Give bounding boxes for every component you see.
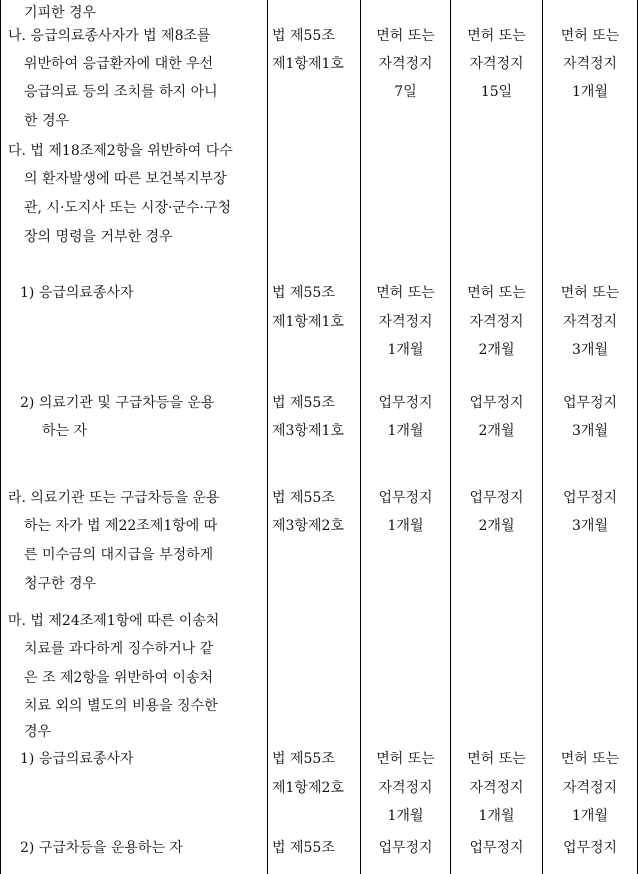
penalty-first: 7일 [394, 84, 417, 100]
law-reference: 법 제55조 [272, 28, 335, 44]
penalty-second: 2개월 [478, 423, 515, 439]
penalty-second: 자격정지 [469, 314, 524, 330]
violation-text: 은 조 제2항을 위반하여 이송처 [24, 670, 213, 686]
penalty-first: 1개월 [387, 342, 424, 358]
law-reference: 법 제55조 [272, 490, 335, 506]
law-reference: 제1항제1호 [272, 56, 344, 72]
penalty-third: 1개월 [572, 808, 608, 824]
penalty-third: 면허 또는 [560, 751, 620, 767]
penalty-second: 업무정지 [469, 840, 524, 856]
penalty-first: 업무정지 [378, 840, 433, 856]
penalty-second: 자격정지 [469, 56, 524, 72]
violation-text: 마. 법 제24조제1항에 따른 이송처 [8, 613, 220, 629]
sub-item-label: 하는 자 [42, 423, 88, 439]
penalty-second: 15일 [480, 84, 513, 100]
sub-item-label: 2) 구급차등을 운용하는 자 [20, 840, 183, 856]
penalty-second: 1개월 [478, 808, 515, 824]
penalty-first: 면허 또는 [376, 285, 435, 301]
sub-item-label: 1) 응급의료종사자 [20, 751, 134, 767]
penalty-third: 자격정지 [562, 56, 618, 72]
penalty-second: 2개월 [478, 342, 515, 358]
table-border-left [0, 0, 1, 874]
violation-text: 청구한 경우 [24, 576, 97, 592]
violation-text: 의 환자발생에 따른 보건복지부장 [24, 171, 227, 187]
law-reference: 법 제55조 [272, 840, 335, 856]
violation-text: 장의 명령을 거부한 경우 [24, 229, 173, 245]
violation-text: 관, 시·도지사 또는 시장·군수·구청 [24, 200, 231, 216]
penalty-third: 3개월 [572, 518, 608, 534]
penalty-second: 2개월 [478, 518, 515, 534]
penalty-first: 면허 또는 [376, 28, 435, 44]
violation-text: 경우 [24, 724, 52, 740]
penalty-second: 자격정지 [469, 780, 524, 796]
penalty-first: 1개월 [387, 423, 424, 439]
penalty-first: 1개월 [387, 808, 424, 824]
violation-text: 기피한 경우 [24, 5, 97, 21]
penalty-third: 3개월 [572, 423, 608, 439]
penalty-second: 면허 또는 [467, 285, 526, 301]
penalty-third: 자격정지 [562, 780, 618, 796]
law-reference: 제1항제2호 [272, 780, 344, 796]
violation-text: 라. 의료기관 또는 구급차등을 운용 [8, 490, 220, 506]
penalty-first: 업무정지 [378, 490, 433, 506]
penalty-second: 업무정지 [469, 490, 524, 506]
law-reference: 제3항제1호 [272, 423, 344, 439]
law-reference: 제3항제2호 [272, 518, 344, 534]
penalty-first: 1개월 [387, 518, 424, 534]
violation-text: 나. 응급의료종사자가 법 제8조를 [8, 28, 211, 44]
law-reference: 제1항제1호 [272, 314, 344, 330]
penalty-second: 면허 또는 [467, 751, 526, 767]
penalty-first: 자격정지 [378, 314, 433, 330]
column-divider [267, 0, 268, 874]
penalty-third: 1개월 [572, 84, 608, 100]
law-reference: 법 제55조 [272, 285, 335, 301]
violation-text: 응급의료 등의 조치를 하지 아니 [24, 84, 218, 100]
penalty-second: 면허 또는 [467, 28, 526, 44]
penalty-first: 자격정지 [378, 780, 433, 796]
sub-item-label: 1) 응급의료종사자 [20, 285, 134, 301]
sub-item-label: 2) 의료기관 및 구급차등을 운용 [20, 395, 215, 411]
violation-text: 른 미수금의 대지급을 부정하게 [24, 547, 214, 563]
penalty-third: 자격정지 [562, 314, 618, 330]
law-reference: 법 제55조 [272, 395, 335, 411]
penalty-third: 3개월 [572, 342, 608, 358]
violation-text: 위반하여 응급환자에 대한 우선 [24, 56, 214, 72]
violation-text: 다. 법 제18조제2항을 위반하여 다수 [8, 143, 233, 159]
penalty-first: 업무정지 [378, 395, 433, 411]
violation-text: 치료 외의 별도의 비용을 징수한 [24, 698, 218, 714]
violation-text: 하는 자가 법 제22조제1항에 따 [24, 518, 218, 534]
penalty-first: 면허 또는 [376, 751, 435, 767]
penalty-third: 면허 또는 [560, 28, 620, 44]
violation-text: 한 경우 [24, 113, 70, 129]
law-reference: 법 제55조 [272, 751, 335, 767]
penalty-third: 업무정지 [562, 395, 618, 411]
violation-text: 치료를 과다하게 징수하거나 같 [24, 641, 214, 657]
penalty-third: 면허 또는 [560, 285, 620, 301]
penalty-second: 업무정지 [469, 395, 524, 411]
penalty-first: 자격정지 [378, 56, 433, 72]
penalty-third: 업무정지 [562, 840, 618, 856]
penalty-third: 업무정지 [562, 490, 618, 506]
